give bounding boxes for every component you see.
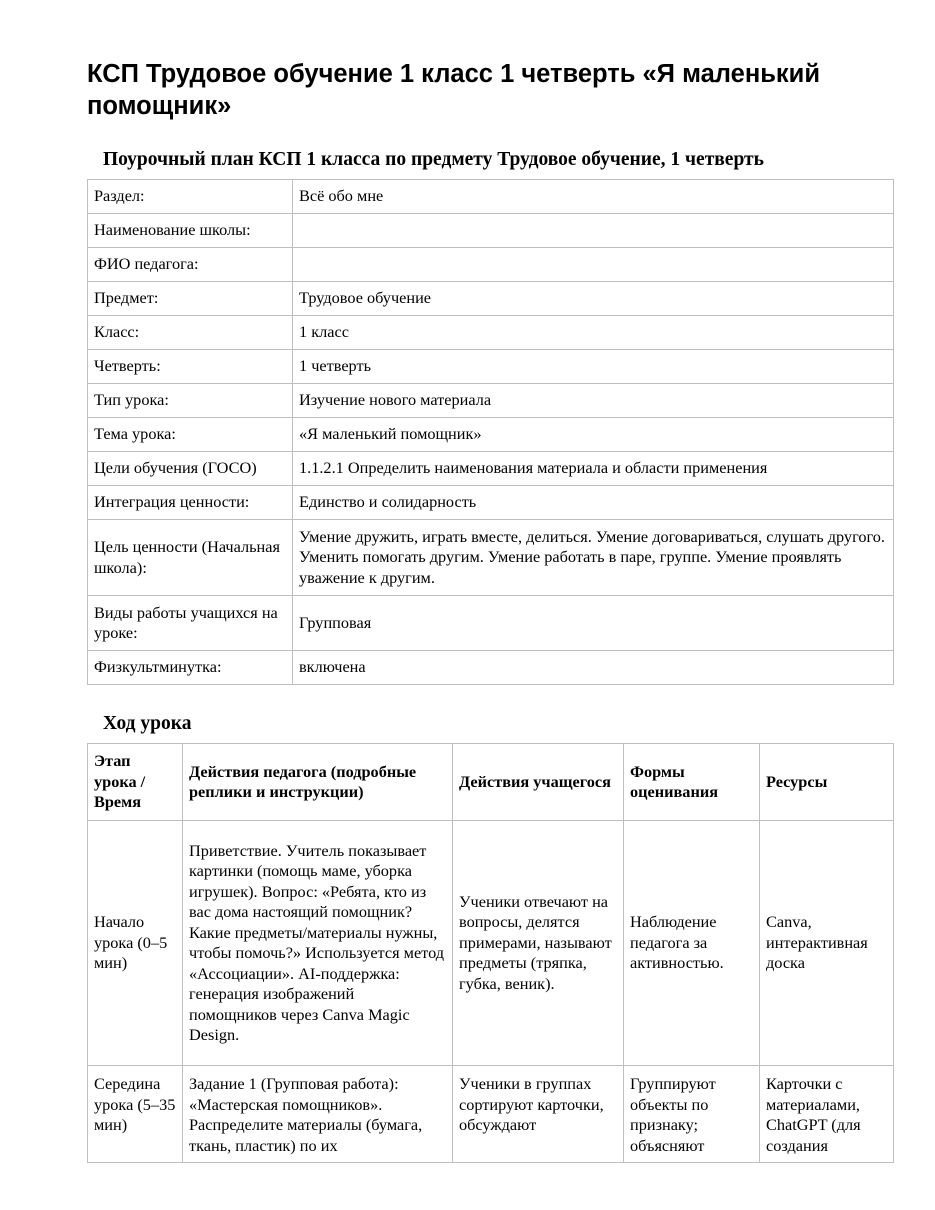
students-cell: Ученики отвечают на вопросы, делятся примерами, называют предметы (тряпка, губка, веник). [453,821,624,1066]
plan-heading: Поурочный план КСП 1 класса по предмету Трудовое обучение, 1 четверть [103,149,764,170]
lesson-flow-table [87,743,894,1163]
table-row [88,316,894,350]
column-header-resources: Ресурсы [760,744,894,821]
table-row [88,452,894,486]
column-header-stage: Этап урока / Время [88,744,183,821]
students-cell: Ученики в группах сортируют карточки, обсуждают [453,1066,624,1163]
lesson-plan-table [87,179,894,685]
row-value: Всё обо мне [293,180,894,214]
row-label: Предмет: [88,282,293,316]
row-label: Тема урока: [88,418,293,452]
row-value: 1 класс [293,316,894,350]
teacher-cell: Приветствие. Учитель показывает картинки (помощь маме, уборка игрушек). Вопрос: «Ребята, кто из вас дома настоящий помощник? Какие предметы/материалы нужны, чтобы помочь?» Используется метод «Ассоциации». AI-поддержка: генерация изображений помощников через Canva Magic Design. [183,821,453,1066]
table-row [88,214,894,248]
table-row [88,520,894,596]
table-row [88,180,894,214]
row-label: ФИО педагога: [88,248,293,282]
row-label: Цель ценности (Начальная школа): [88,520,293,596]
column-header-students: Действия учащегося [453,744,624,821]
row-value: Единство и солидарность [293,486,894,520]
row-value: Изучение нового материала [293,384,894,418]
column-header-assessment: Формы оценивания [624,744,760,821]
document-title: КСП Трудовое обучение 1 класс 1 четверть «Я маленький помощник» [87,60,821,120]
table-row [88,384,894,418]
row-value: Трудовое обучение [293,282,894,316]
table-header-row [88,744,894,821]
row-value: включена [293,651,894,685]
stage-cell: Середина урока (5–35 мин) [88,1066,183,1163]
stage-cell: Начало урока (0–5 мин) [88,821,183,1066]
teacher-cell: Задание 1 (Групповая работа): «Мастерская помощников». Распределите материалы (бумага, ткань, пластик) по их [183,1066,453,1163]
table-row [88,821,894,1066]
row-value [293,248,894,282]
row-value [293,214,894,248]
row-value: 1.1.2.1 Определить наименования материала и области применения [293,452,894,486]
resources-cell: Canva, интерактивная доска [760,821,894,1066]
row-label: Физкультминутка: [88,651,293,685]
row-label: Наименование школы: [88,214,293,248]
table-row [88,651,894,685]
row-label: Виды работы учащихся на уроке: [88,596,293,651]
row-label: Цели обучения (ГОСО) [88,452,293,486]
row-label: Интеграция ценности: [88,486,293,520]
table-row [88,248,894,282]
row-value: «Я маленький помощник» [293,418,894,452]
row-label: Тип урока: [88,384,293,418]
row-label: Класс: [88,316,293,350]
row-label: Раздел: [88,180,293,214]
row-label: Четверть: [88,350,293,384]
row-value: 1 четверть [293,350,894,384]
table-row [88,1066,894,1163]
column-header-teacher: Действия педагога (подробные реплики и инструкции) [183,744,453,821]
assessment-cell: Наблюдение педагога за активностью. [624,821,760,1066]
table-row [88,418,894,452]
assessment-cell: Группируют объекты по признаку; объясняют [624,1066,760,1163]
table-row [88,596,894,651]
table-row [88,486,894,520]
table-row [88,282,894,316]
resources-cell: Карточки с материалами, ChatGPT (для создания [760,1066,894,1163]
row-value: Умение дружить, играть вместе, делиться. Умение договариваться, слушать другого. Уменить помогать другим. Умение работать в паре, группе. Умение проявлять уважение к другим. [293,520,894,596]
table-row [88,350,894,384]
lesson-flow-heading: Ход урока [103,713,192,734]
row-value: Групповая [293,596,894,651]
